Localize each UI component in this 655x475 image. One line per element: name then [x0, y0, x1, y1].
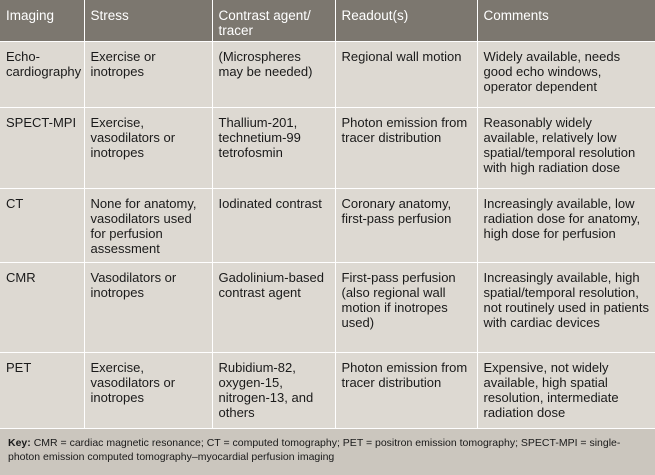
cell-comments: Widely available, needs good echo windows, operator dependent — [477, 42, 655, 108]
header-readouts: Readout(s) — [335, 0, 477, 42]
cell-stress: Exercise or inotropes — [84, 42, 212, 108]
cell-readout: Coronary anatomy, first-pass perfusion — [335, 189, 477, 263]
cell-comments: Reasonably widely available, relatively low spatial/temporal resolution with high radiation dose — [477, 108, 655, 189]
key-label: Key: — [8, 437, 31, 449]
table-row — [0, 263, 655, 353]
cell-imaging: SPECT-MPI — [0, 108, 84, 189]
table-key-footnote — [0, 428, 655, 475]
cell-stress: Exercise, vasodilators or inotropes — [84, 353, 212, 442]
cell-contrast: Rubidium-82, oxygen-15, nitrogen-13, and others — [212, 353, 335, 442]
cell-stress: None for anatomy, vasodilators used for perfusion assessment — [84, 189, 212, 263]
cell-contrast: Iodinated contrast — [212, 189, 335, 263]
cell-imaging: CMR — [0, 263, 84, 353]
cell-imaging: Echo-cardiography — [0, 42, 84, 108]
header-contrast-agent: Contrast agent/ tracer — [212, 0, 335, 42]
cell-comments: Increasingly available, high spatial/temporal resolution, not routinely used in patients with cardiac devices — [477, 263, 655, 353]
cell-readout: Photon emission from tracer distribution — [335, 353, 477, 442]
cell-contrast: (Microspheres may be needed) — [212, 42, 335, 108]
header-stress: Stress — [84, 0, 212, 42]
cell-stress: Exercise, vasodilators or inotropes — [84, 108, 212, 189]
header-comments: Comments — [477, 0, 655, 42]
table-row — [0, 189, 655, 263]
cell-comments: Increasingly available, low radiation dose for anatomy, high dose for perfusion — [477, 189, 655, 263]
table-row — [0, 108, 655, 189]
cell-imaging: PET — [0, 353, 84, 442]
cell-readout: Regional wall motion — [335, 42, 477, 108]
table-header-row — [0, 0, 655, 42]
cell-readout: First-pass perfusion (also regional wall motion if inotropes used) — [335, 263, 477, 353]
header-imaging: Imaging — [0, 0, 84, 42]
cell-stress: Vasodilators or inotropes — [84, 263, 212, 353]
key-text: CMR = cardiac magnetic resonance; CT = computed tomography; PET = positron emission tomography; SPECT-MPI = single-photon emission computed tomography–myocardial perfusion imaging — [8, 437, 621, 463]
cell-contrast: Gadolinium-based contrast agent — [212, 263, 335, 353]
cell-comments: Expensive, not widely available, high spatial resolution, intermediate radiation dose — [477, 353, 655, 442]
cell-readout: Photon emission from tracer distribution — [335, 108, 477, 189]
cell-contrast: Thallium-201, technetium-99 tetrofosmin — [212, 108, 335, 189]
table-row — [0, 42, 655, 108]
cell-imaging: CT — [0, 189, 84, 263]
